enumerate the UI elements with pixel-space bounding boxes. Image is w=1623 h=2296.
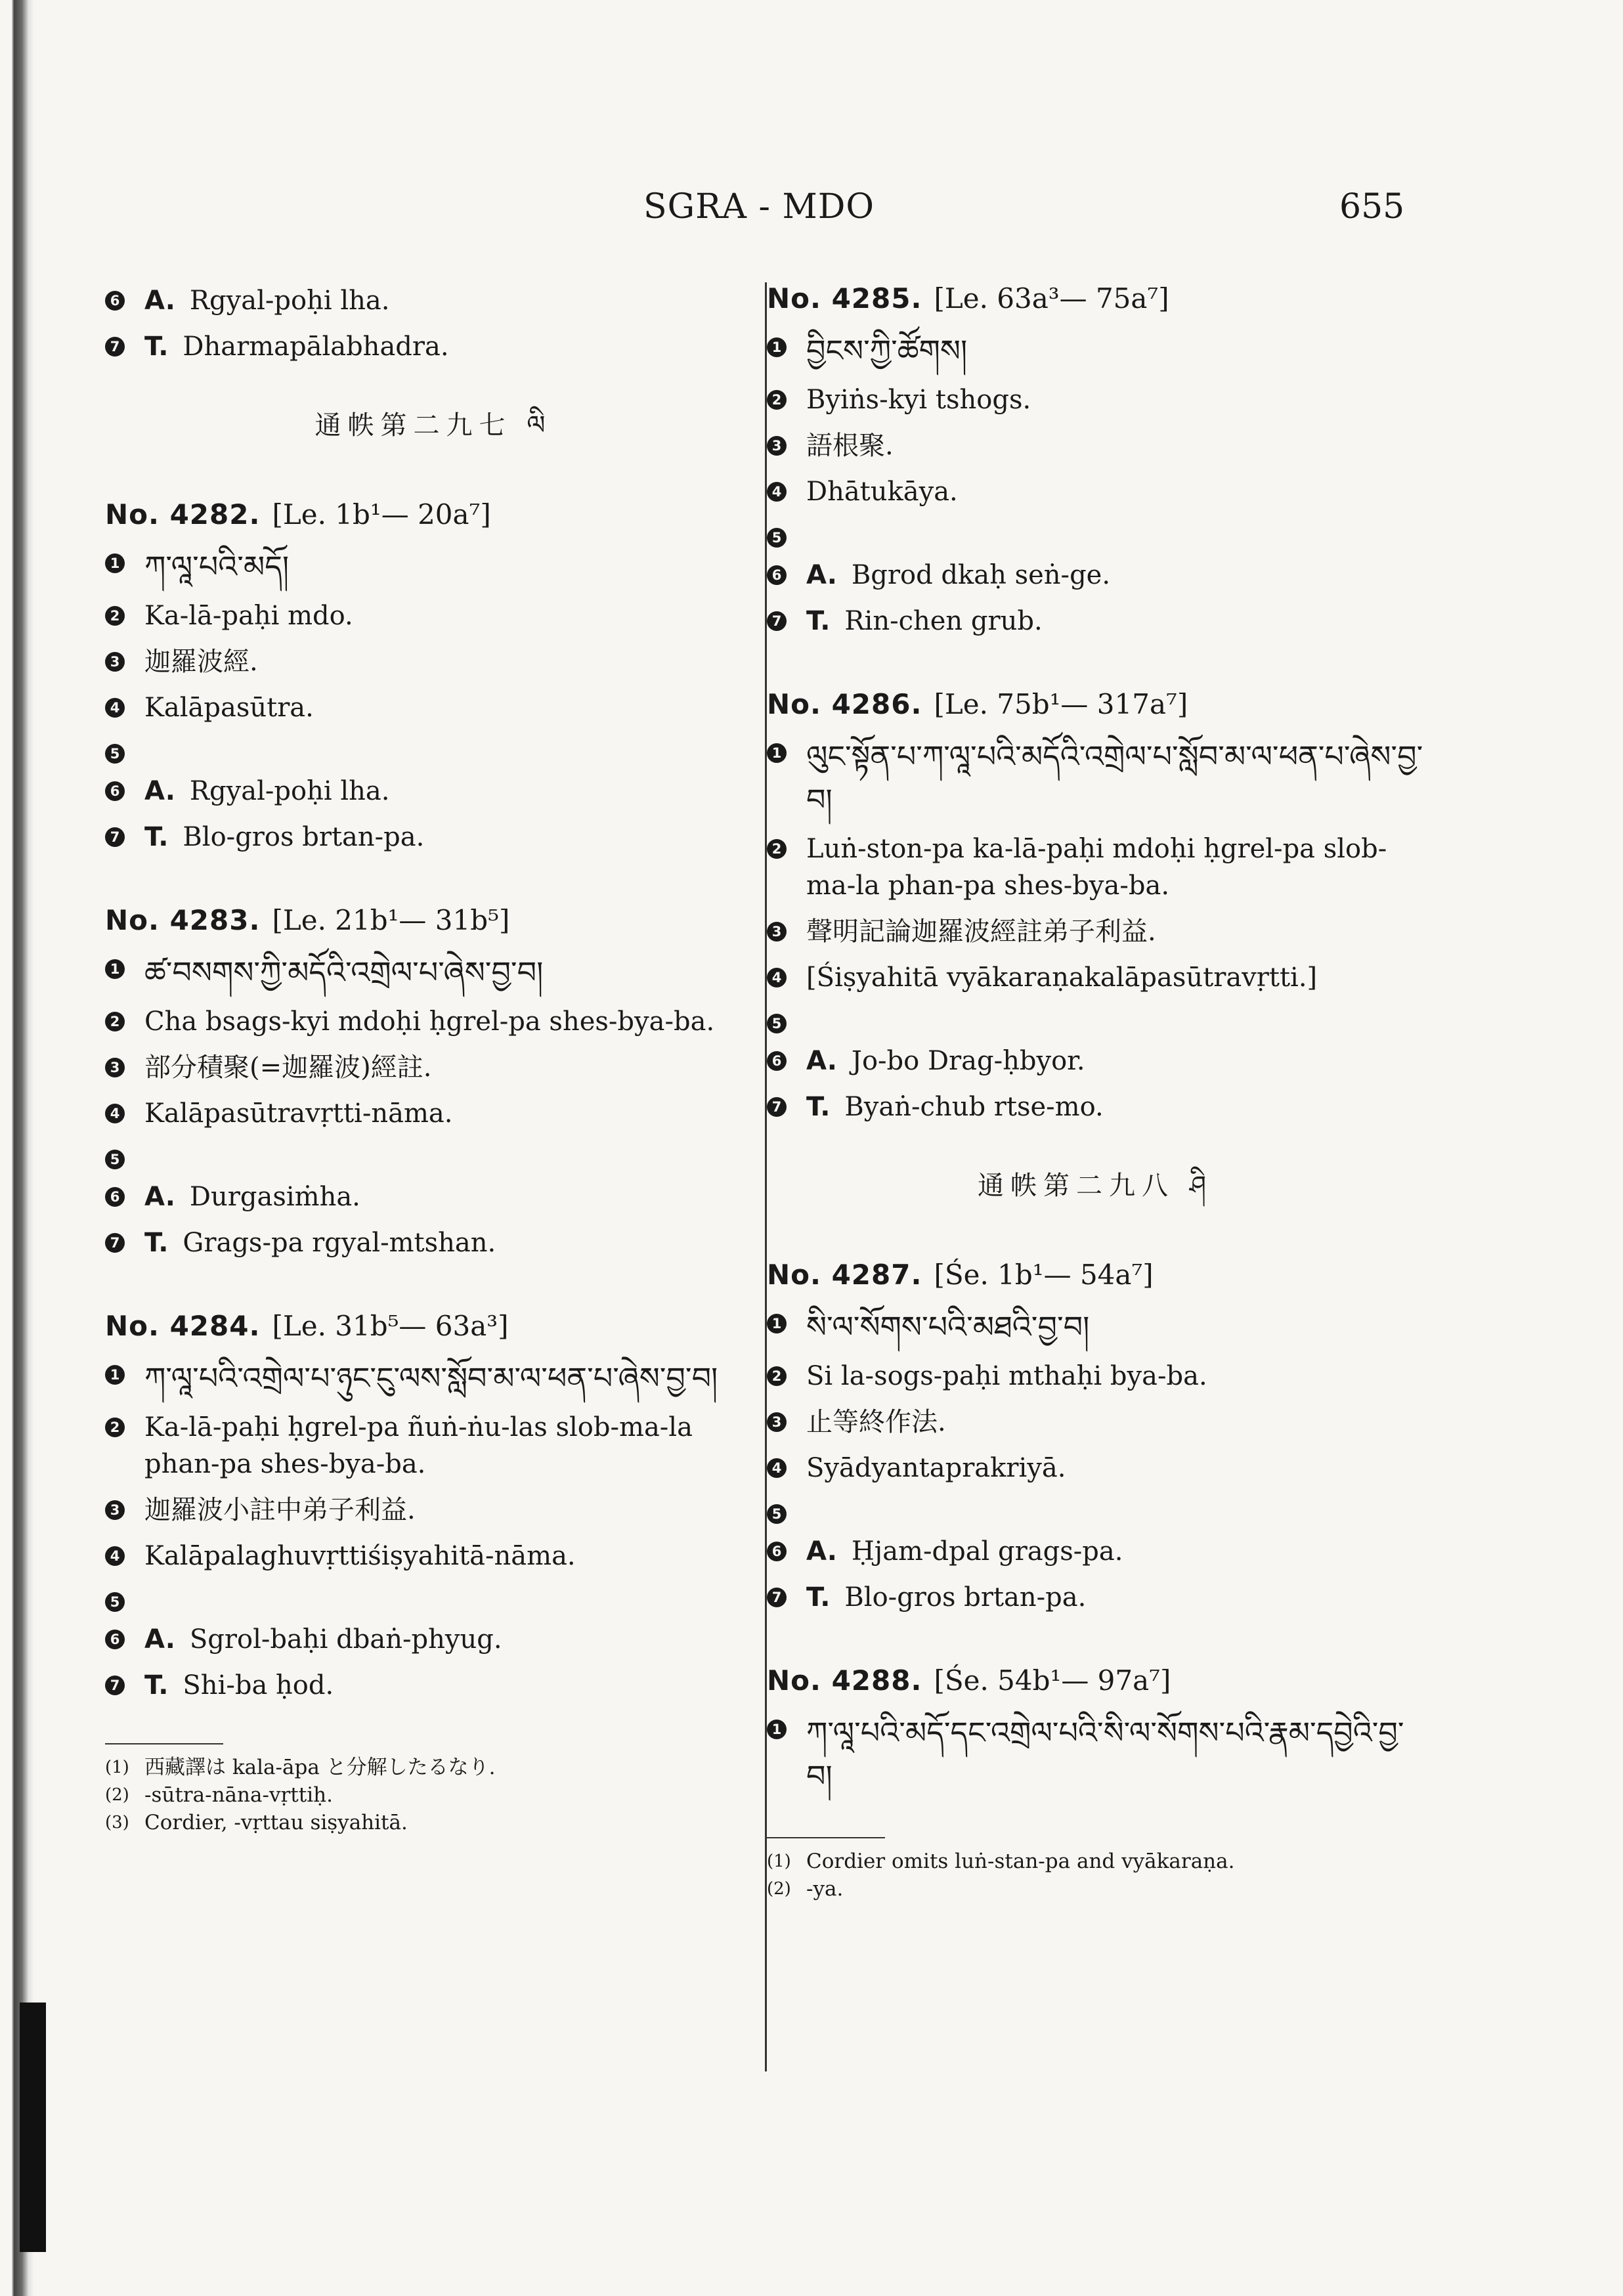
entry-item	[105, 1141, 762, 1169]
footnote-text: -ya.	[806, 1877, 844, 1901]
item-number-badge: 3	[767, 922, 787, 942]
item-text	[806, 1043, 1423, 1079]
footnote	[105, 1809, 762, 1836]
footnote-rule	[105, 1743, 223, 1744]
item-number-badge: 7	[105, 1233, 125, 1253]
item-number-badge: 6	[105, 1630, 125, 1649]
entry-item	[767, 831, 1423, 904]
item-number-badge: 7	[105, 337, 125, 357]
tibetan-title	[144, 1356, 762, 1400]
entry-heading	[105, 904, 762, 936]
item-text	[806, 1358, 1423, 1395]
item-text	[144, 1095, 762, 1132]
footnote	[105, 1781, 762, 1809]
item-role-tag: A.	[144, 1182, 175, 1212]
right-column	[765, 282, 1423, 2071]
item-number-badge: 5	[105, 1592, 125, 1612]
footnote-mark: (1)	[767, 1852, 791, 1871]
entry-item	[105, 597, 762, 634]
item-number-badge: 7	[767, 611, 787, 631]
item-number-badge: 6	[767, 1542, 787, 1561]
entry-item	[105, 1356, 762, 1400]
entry-item	[767, 1579, 1423, 1616]
entry-number: No. 4288.	[767, 1664, 922, 1697]
page-header	[0, 187, 1623, 240]
item-number-badge: 3	[105, 1058, 125, 1077]
item-text	[806, 913, 1423, 950]
item-value: 迦羅波小註中弟子利益.	[144, 1495, 416, 1525]
item-value: Bgrod dkaḥ seṅ-ge.	[851, 560, 1111, 590]
item-text	[806, 557, 1423, 594]
entry-item	[767, 1358, 1423, 1395]
item-value: སི་ལ་སོགས་པའི་མཐའི་བྱ་བ།	[806, 1309, 1090, 1345]
item-role-tag: A.	[806, 1046, 837, 1076]
footnote-mark: (2)	[105, 1785, 129, 1805]
item-value: ཀ་ལཱ་པའི་མདོ་དང་འགྲེལ་པའི་སི་ལ་སོགས་པའི་རྣམ་དབྱེའི་བྱ་བ།	[806, 1715, 1404, 1794]
item-number-badge: 1	[767, 1314, 787, 1333]
item-number-badge: 4	[105, 698, 125, 718]
item-number-badge: 6	[105, 1187, 125, 1207]
footnote-text: Cordier, -vṛttau siṣyahitā.	[144, 1811, 408, 1834]
folio-reference: [Śe. 1b¹— 54a⁷]	[934, 1259, 1154, 1291]
item-text	[806, 1089, 1423, 1125]
item-number-badge: 4	[767, 1458, 787, 1478]
item-number-badge: 1	[767, 337, 787, 357]
entry-number: No. 4287.	[767, 1259, 922, 1291]
entry-item	[105, 1049, 762, 1086]
item-role-tag: T.	[806, 1092, 831, 1122]
item-value: [Śiṣyahitā vyākaraṇakalāpasūtravṛtti.]	[806, 963, 1318, 993]
item-role-tag: T.	[144, 822, 169, 852]
item-value: Ka-lā-paḥi mdo.	[144, 601, 353, 631]
item-number-badge: 6	[105, 781, 125, 801]
item-value: Ḥjam-dpal grags-pa.	[851, 1536, 1123, 1567]
item-text	[144, 1179, 762, 1215]
item-number-badge: 2	[767, 839, 787, 859]
item-value: 部分積聚(=迦羅波)經註.	[144, 1052, 432, 1083]
item-number-badge: 3	[105, 1500, 125, 1520]
item-value: བྱིངས་ཀྱི་ཚོགས།	[806, 333, 968, 368]
entry-item	[105, 819, 762, 856]
item-number-badge: 2	[105, 606, 125, 626]
entry-item	[767, 557, 1423, 594]
entry-item	[105, 773, 762, 810]
item-text	[806, 1533, 1423, 1570]
entry-item	[767, 519, 1423, 548]
footnote-mark: (3)	[105, 1813, 129, 1832]
item-number-badge: 5	[767, 528, 787, 548]
folio-reference: [Śe. 54b¹— 97a⁷]	[934, 1664, 1171, 1697]
folio-reference: [Le. 63a³— 75a⁷]	[934, 282, 1169, 314]
item-value: 語根聚.	[806, 431, 894, 461]
item-value: Byiṅs-kyi tshogs.	[806, 385, 1031, 415]
entry-heading	[767, 282, 1423, 314]
item-text	[144, 773, 762, 810]
footnote	[767, 1848, 1423, 1875]
item-value: Shi-ba ḥod.	[183, 1670, 334, 1700]
item-value: Kalāpalaghuvṛttiśiṣyahitā-nāma.	[144, 1541, 576, 1571]
item-number-badge: 4	[105, 1104, 125, 1123]
item-number-badge: 5	[105, 1150, 125, 1169]
item-text	[806, 473, 1423, 510]
item-text	[144, 1667, 762, 1704]
item-value: Syādyantaprakriyā.	[806, 1453, 1066, 1483]
entry-heading	[767, 1664, 1423, 1697]
entry-item	[105, 545, 762, 588]
item-value: Blo-gros brtan-pa.	[844, 1582, 1087, 1613]
entry-item	[105, 735, 762, 764]
item-number-badge: 5	[767, 1014, 787, 1033]
item-value: Dhātukāya.	[806, 477, 958, 507]
item-role-tag: T.	[806, 1582, 831, 1613]
entry-item	[767, 1043, 1423, 1079]
item-value: Kalāpasūtravṛtti-nāma.	[144, 1098, 453, 1129]
volume-subheading: 通帙第二九七 ལི	[314, 410, 552, 441]
item-role-tag: A.	[144, 776, 175, 806]
entry-number: No. 4286.	[767, 688, 922, 720]
entry-item	[767, 473, 1423, 510]
tibetan-title	[806, 1711, 1423, 1798]
item-number-badge: 7	[105, 827, 125, 847]
entry-number: No. 4283.	[105, 904, 261, 936]
item-value: Rgyal-poḥi lha.	[189, 776, 390, 806]
footnote-mark: (1)	[105, 1758, 129, 1777]
item-text	[144, 1224, 762, 1261]
entry-spacer	[767, 1625, 1423, 1664]
item-number-badge: 4	[767, 968, 787, 987]
item-number-badge: 6	[767, 565, 787, 585]
entry-item	[105, 1538, 762, 1574]
entry-item	[105, 1003, 762, 1040]
entry-item	[105, 1409, 762, 1483]
item-text	[806, 831, 1423, 904]
footnote-text: Cordier omits luṅ-stan-pa and vyākaraṇa.	[806, 1850, 1235, 1873]
item-value: Durgasiṁha.	[189, 1182, 360, 1212]
item-number-badge: 2	[105, 1418, 125, 1437]
entry-spacer	[105, 865, 762, 904]
footnote-mark: (2)	[767, 1879, 791, 1899]
entry-item	[767, 1450, 1423, 1486]
tibetan-title	[806, 329, 1423, 372]
item-value: ཀ་ལཱ་པའི་མདོ།	[144, 549, 290, 584]
entry-item	[105, 1667, 762, 1704]
folio-reference: [Le. 21b¹— 31b⁵]	[272, 904, 510, 936]
entry-item	[767, 381, 1423, 418]
item-role-tag: A.	[144, 286, 175, 316]
item-number-badge: 3	[767, 436, 787, 456]
item-text	[806, 603, 1423, 639]
item-value: Jo-bo Drag-ḥbyor.	[851, 1046, 1085, 1076]
tibetan-title	[144, 545, 762, 588]
item-role-tag: T.	[144, 1670, 169, 1700]
entry-item	[767, 1005, 1423, 1033]
item-value: 聲明記論迦羅波經註弟子利益.	[806, 917, 1156, 947]
entry-item	[767, 735, 1423, 821]
entry-item	[105, 282, 762, 319]
item-value: Luṅ-ston-pa ka-lā-paḥi mdoḥi ḥgrel-pa slob-ma-la phan-pa shes-bya-ba.	[806, 834, 1387, 901]
item-number-badge: 7	[105, 1676, 125, 1695]
entry-item	[767, 1089, 1423, 1125]
entry-item	[767, 913, 1423, 950]
folio-reference: [Le. 75b¹— 317a⁷]	[934, 688, 1188, 720]
item-text	[144, 597, 762, 634]
running-title: SGRA - MDO	[643, 187, 875, 227]
entry-spacer	[105, 1270, 762, 1310]
entry-item	[105, 689, 762, 726]
item-role-tag: T.	[144, 1228, 169, 1258]
item-text	[144, 819, 762, 856]
item-number-badge: 1	[105, 553, 125, 573]
entry-number: No. 4285.	[767, 282, 922, 314]
item-number-badge: 6	[105, 291, 125, 311]
item-text	[806, 1404, 1423, 1440]
item-number-badge: 5	[105, 744, 125, 764]
entry-item	[767, 329, 1423, 372]
item-text	[144, 1538, 762, 1574]
entry-item	[105, 1095, 762, 1132]
item-value: 止等終作法.	[806, 1407, 946, 1437]
tibetan-title	[144, 951, 762, 994]
item-number-badge: 3	[105, 652, 125, 672]
item-text	[806, 959, 1423, 996]
entry-item	[767, 1711, 1423, 1798]
entry-item	[767, 959, 1423, 996]
item-number-badge: 7	[767, 1097, 787, 1117]
entry-spacer	[767, 649, 1423, 688]
item-number-badge: 2	[105, 1012, 125, 1031]
item-number-badge: 1	[767, 743, 787, 763]
item-value: Cha bsags-kyi mdoḥi ḥgrel-pa shes-bya-ba.	[144, 1007, 715, 1037]
item-number-badge: 1	[105, 959, 125, 979]
item-number-badge: 1	[105, 1365, 125, 1385]
book-spine-shadow	[12, 0, 34, 2296]
item-value: Rgyal-poḥi lha.	[189, 286, 390, 316]
footnote-text: -sūtra-nāna-vṛttiḥ.	[144, 1783, 333, 1807]
item-number-badge: 3	[767, 1412, 787, 1432]
entry-item	[105, 643, 762, 680]
item-value: Blo-gros brtan-pa.	[183, 822, 425, 852]
entry-item	[767, 1404, 1423, 1440]
entry-item	[105, 1621, 762, 1658]
item-value: Rin-chen grub.	[844, 606, 1043, 636]
item-text	[144, 328, 762, 365]
item-number-badge: 7	[767, 1588, 787, 1607]
item-text	[144, 1049, 762, 1086]
item-role-tag: A.	[806, 560, 837, 590]
item-value: Si la-sogs-paḥi mthaḥi bya-ba.	[806, 1361, 1207, 1391]
item-text	[806, 381, 1423, 418]
item-role-tag: A.	[144, 1624, 175, 1655]
item-text	[144, 1003, 762, 1040]
entry-item	[105, 1584, 762, 1612]
item-number-badge: 4	[105, 1546, 125, 1566]
entry-item	[767, 1496, 1423, 1524]
item-text	[144, 282, 762, 319]
item-value: ལུང་སྟོན་པ་ཀ་ལཱ་པའི་མདོའི་འགྲེལ་པ་སློབ་མ་ལ་ཕན་པ་ཞེས་བྱ་བ།	[806, 739, 1423, 817]
item-text	[806, 427, 1423, 464]
left-column	[105, 282, 762, 1836]
folio-reference: [Le. 31b⁵— 63a³]	[272, 1310, 509, 1342]
entry-heading	[767, 1259, 1423, 1291]
item-value: Byaṅ-chub rtse-mo.	[844, 1092, 1104, 1122]
item-value: ཀ་ལཱ་པའི་འགྲེལ་པ་ཉུང་ངུ་ལས་སློབ་མ་ལ་ཕན་པ་ཞེས་བྱ་བ།	[144, 1360, 718, 1396]
item-number-badge: 5	[767, 1504, 787, 1524]
item-value: Ka-lā-paḥi ḥgrel-pa ñuṅ-ṅu-las slob-ma-la phan-pa shes-bya-ba.	[144, 1412, 693, 1479]
entry-number: No. 4282.	[105, 498, 261, 531]
tibetan-title	[806, 1305, 1423, 1349]
item-text	[144, 1409, 762, 1483]
entry-item	[767, 1305, 1423, 1349]
entry-heading	[105, 498, 762, 531]
folio-reference: [Le. 1b¹— 20a⁷]	[272, 498, 491, 531]
entry-heading	[105, 1310, 762, 1342]
volume-subheading: 通帙第二九八 ཤི	[978, 1171, 1213, 1201]
item-value: 迦羅波經.	[144, 647, 258, 677]
item-number-badge: 6	[767, 1051, 787, 1071]
item-value: Dharmapālabhadra.	[183, 332, 449, 362]
entry-item	[105, 1179, 762, 1215]
item-text	[806, 1450, 1423, 1486]
item-text	[144, 1621, 762, 1658]
tibetan-title	[806, 735, 1423, 821]
entry-item	[105, 951, 762, 994]
item-number-badge: 1	[767, 1720, 787, 1739]
item-value: ཚ་བསགས་ཀྱི་མདོའི་འགྲེལ་པ་ཞེས་བྱ་བ།	[144, 955, 544, 990]
item-text	[806, 1579, 1423, 1616]
item-number-badge: 2	[767, 390, 787, 410]
entry-item	[767, 603, 1423, 639]
book-spine-dark	[20, 2003, 46, 2252]
item-value: Grags-pa rgyal-mtshan.	[183, 1228, 496, 1258]
entry-item	[767, 427, 1423, 464]
entry-heading	[767, 688, 1423, 720]
item-text	[144, 1492, 762, 1528]
footnote-text: 西藏譯は kala-āpa と分解したるなり.	[144, 1756, 496, 1779]
footnote	[105, 1754, 762, 1781]
item-text	[144, 689, 762, 726]
entry-item	[105, 1224, 762, 1261]
page-number: 655	[1339, 187, 1405, 227]
footnote	[767, 1875, 1423, 1903]
entry-item	[105, 1492, 762, 1528]
item-value: Kalāpasūtra.	[144, 693, 314, 723]
item-number-badge: 4	[767, 482, 787, 502]
item-role-tag: A.	[806, 1536, 837, 1567]
entry-number: No. 4284.	[105, 1310, 261, 1342]
item-text	[144, 643, 762, 680]
item-value: Sgrol-baḥi dbaṅ-phyug.	[189, 1624, 502, 1655]
item-role-tag: T.	[144, 332, 169, 362]
entry-item	[105, 328, 762, 365]
item-role-tag: T.	[806, 606, 831, 636]
item-number-badge: 2	[767, 1366, 787, 1386]
footnote-rule	[767, 1837, 885, 1838]
entry-item	[767, 1533, 1423, 1570]
